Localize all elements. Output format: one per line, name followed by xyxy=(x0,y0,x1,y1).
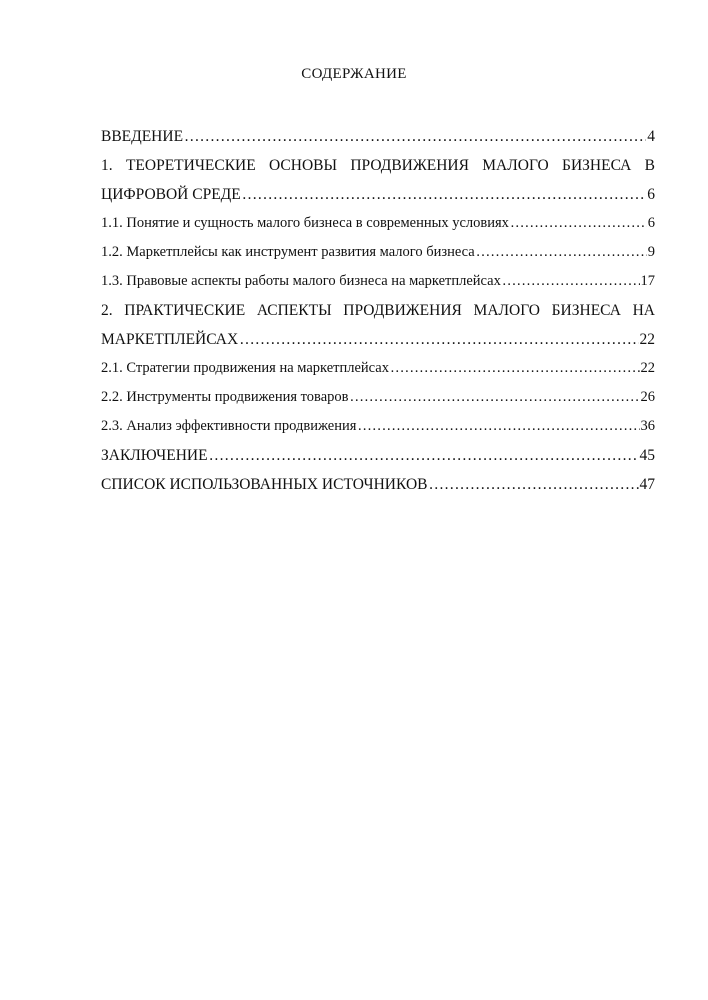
toc-entry-label: 1.1. Понятие и сущность малого бизнеса в современных условиях xyxy=(101,215,509,231)
toc-entry-page: 22 xyxy=(640,360,655,376)
toc-entry-label: ВВЕДЕНИЕ xyxy=(101,128,184,145)
toc-entry-label: СПИСОК ИСПОЛЬЗОВАННЫХ ИСТОЧНИКОВ xyxy=(101,476,428,493)
toc-leader-dots xyxy=(242,180,647,209)
toc-entry-page: 45 xyxy=(639,447,655,464)
toc-leader-dots xyxy=(510,209,647,238)
toc-entry-page: 26 xyxy=(640,389,655,405)
toc-entry-section-1-2 xyxy=(101,238,655,267)
toc-leader-dots xyxy=(476,238,647,267)
toc-entry-page: 17 xyxy=(640,273,655,289)
toc-leader-dots xyxy=(209,441,639,470)
toc-entry-conclusion xyxy=(101,441,655,470)
toc-entry-references xyxy=(101,470,655,499)
toc-leader-dots xyxy=(239,325,638,354)
toc-entry-page: 6 xyxy=(647,186,655,203)
toc-entry-label: 2.3. Анализ эффективности продвижения xyxy=(101,418,357,434)
toc-leader-dots xyxy=(349,383,639,412)
toc-entry-label: ЦИФРОВОЙ СРЕДЕ xyxy=(101,186,241,203)
toc-leader-dots xyxy=(357,412,639,441)
toc-entry-label: 2.2. Инструменты продвижения товаров xyxy=(101,389,349,405)
table-of-contents xyxy=(101,122,655,499)
toc-entry-page: 9 xyxy=(647,244,655,260)
toc-entry-label: 2.1. Стратегии продвижения на маркетплейсах xyxy=(101,360,389,376)
toc-entry-label: МАРКЕТПЛЕЙСАХ xyxy=(101,331,239,348)
toc-entry-page: 36 xyxy=(640,418,655,434)
toc-entry-chapter-2-line1: 2. ПРАКТИЧЕСКИЕ АСПЕКТЫ ПРОДВИЖЕНИЯ МАЛОГО БИЗНЕСА НА xyxy=(101,302,655,319)
toc-leader-dots xyxy=(184,122,646,151)
toc-entry-section-2-1 xyxy=(101,354,655,383)
toc-entry-page: 4 xyxy=(647,128,655,145)
toc-entry-page: 47 xyxy=(639,476,655,493)
toc-leader-dots xyxy=(390,354,640,383)
toc-entry-page: 22 xyxy=(639,331,655,348)
toc-entry-introduction xyxy=(101,122,655,151)
toc-entry-label: ЗАКЛЮЧЕНИЕ xyxy=(101,447,208,464)
toc-entry-label: 1.3. Правовые аспекты работы малого бизнеса на маркетплейсах xyxy=(101,273,501,289)
toc-entry-section-1-3 xyxy=(101,267,655,296)
toc-entry-chapter-1-line1: 1. ТЕОРЕТИЧЕСКИЕ ОСНОВЫ ПРОДВИЖЕНИЯ МАЛОГО БИЗНЕСА В xyxy=(101,157,655,174)
toc-entry-chapter-1 xyxy=(101,180,655,209)
toc-title: СОДЕРЖАНИЕ xyxy=(301,66,407,82)
toc-entry-page: 6 xyxy=(647,215,655,231)
toc-entry-section-2-2 xyxy=(101,383,655,412)
toc-entry-section-1-1 xyxy=(101,209,655,238)
toc-leader-dots xyxy=(502,267,640,296)
toc-entry-section-2-3 xyxy=(101,412,655,441)
toc-entry-chapter-2 xyxy=(101,325,655,354)
toc-leader-dots xyxy=(428,470,638,499)
toc-entry-label: 1.2. Маркетплейсы как инструмент развития малого бизнеса xyxy=(101,244,475,260)
